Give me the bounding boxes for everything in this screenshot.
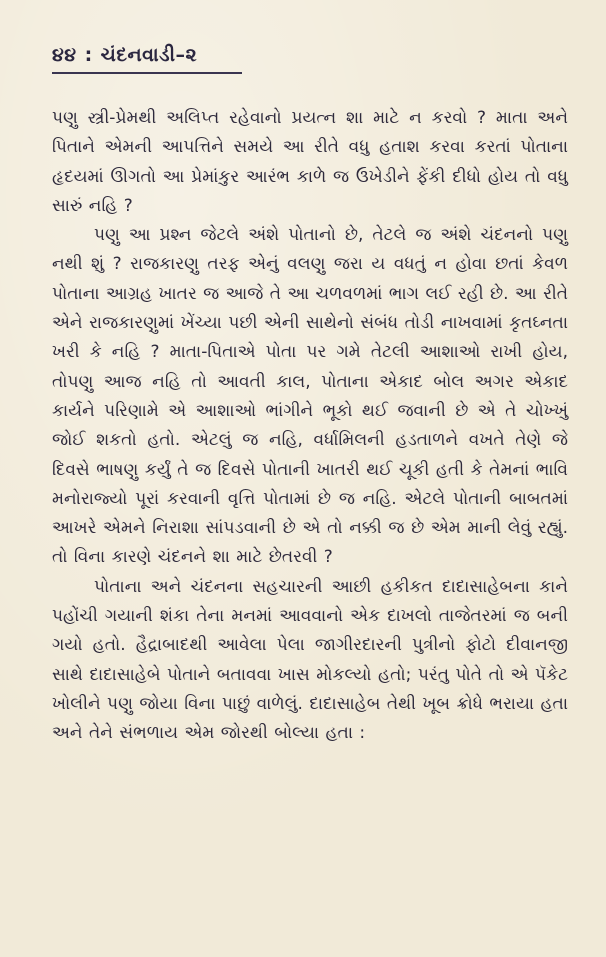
chapter-title: ચંદનવાડી–૨ — [100, 44, 198, 66]
paragraph-1: પણુ સ્ત્રી-પ્રેમથી અલિપ્ત રહેવાનો પ્રયત્ન શા માટે ન કરવો ? માતા અને પિતાને એમની આપત્તિને સમયે આ રીતે વધુ હતાશ કરવા કરતાં પોતાના હૃદયમાં ઊગતો આ પ્રેમાંકુર આરંભ કાળે જ ઉખેડીને ફેંકી દીધો હોય તો વધુ સારું નહિ ? — [52, 108, 568, 216]
page-number: ૪૪ — [52, 44, 77, 66]
header-underline — [52, 72, 242, 74]
paragraph-3: પોતાના અને ચંદનના સહચારની આછી હકીકત દાદાસાહેબના કાને પહોંચી ગયાની શંકા તેના મનમાં આવવાનો એક દાખલો તાજેતરમાં જ બની ગયો હતો. હૈદ્રાબાદથી આવેલા પેલા જાગીરદારની પુત્રીનો ફોટો દીવાનજી સાથે દાદાસાહેબે પોતાને બતાવવા ખાસ મોકલ્યો હતો; પરંતુ પોતે તો એ પૅકેટ ખોલીને પણુ જોયા વિના પાછું વાળેલું. દાદાસાહેબ તેથી ખૂબ ક્રોધે ભરાયા હતા અને તેને સંભળાય એમ જોરથી બોલ્યા હતા : — [52, 576, 568, 744]
running-header — [52, 44, 568, 66]
paragraph-2: પણુ આ પ્રશ્ન જેટલે અંશે પોતાનો છે, તેટલે જ અંશે ચંદનનો પણુ નથી શું ? રાજકારણુ તરફ એનું વલણુ જરા ય વધતું ન હોવા છતાં કેવળ પોતાના આગ્રહ ખાતર જ આજે તે આ ચળવળમાં ભાગ લઈ રહી છે. આ રીતે એને રાજકારણુમાં ખેંચ્યા પછી એની સાથેનો સંબંધ તોડી નાખવામાં કૃતઘ્નતા ખરી કે નહિ ? માતા-પિતાએ પોતા પર ગમે તેટલી આશાઓ રાખી હોય, તોપણુ આજ નહિ તો આવતી કાલ, પોતાના એકાદ બોલ અગર એકાદ કાર્યને પરિણામે એ આશાઓ ભાંગીને ભૂકો થઈ જવાની છે એ તે ચોખ્ખું જોઈ શકતો હતો. એટલું જ નહિ, વર્ધામિલની હડતાળને વખતે તેણે જે દિવસે ભાષણુ કર્યું તે જ દિવસે પોતાની ખાતરી થઈ ચૂકી હતી કે તેમનાં ભાવિ મનોરાજ્યો પૂરાં કરવાની વૃત્તિ પોતામાં છે જ નહિ. એટલે પોતાની બાબતમાં આખરે એમને નિરાશા સાંપડવાની છે એ તો નક્કી જ છે એમ માની લેવું રહ્યું. તો વિના કારણે ચંદનને શા માટે છેતરવી ? — [52, 225, 568, 568]
body-text — [52, 104, 568, 749]
header-separator: : — [84, 44, 93, 66]
